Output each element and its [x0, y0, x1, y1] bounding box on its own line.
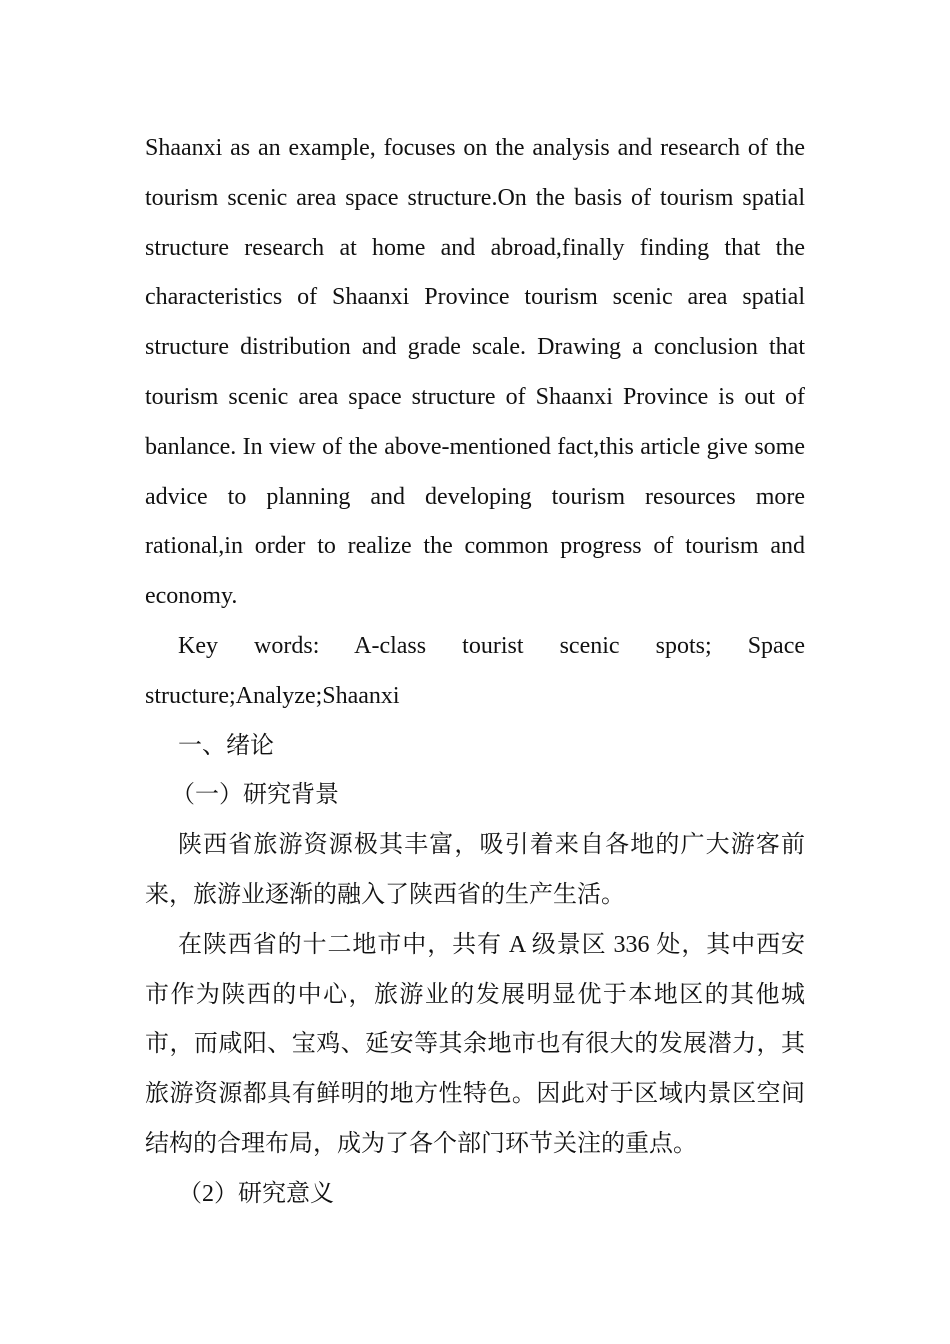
keywords-paragraph: Key words: A-class tourist scenic spots; Space structure;Analyze;Shaanxi [145, 632, 805, 709]
document-page [145, 124, 805, 1220]
subsection-heading-background: （一）研究背景 [171, 782, 339, 809]
body-paragraph-background-1: 陕西省旅游资源极其丰富，吸引着来自各地的广大游客前来，旅游业逐渐的融入了陕西省的生产生活。 [145, 832, 805, 908]
body-paragraph-background-2: 在陕西省的十二地市中，共有 A 级景区 336 处，其中西安市作为陕西的中心，旅游业的发展明显优于本地区的其他城市，而咸阳、宝鸡、延安等其余地市也有很大的发展潜力，其旅游资源都具有鲜明的地方性特色。因此对于区域内景区空间结构的合理布局，成为了各个部门环节关注的重点。 [145, 931, 805, 1157]
subsection-heading-significance: （2）研究意义 [178, 1180, 334, 1207]
abstract-paragraph: Shaanxi as an example, focuses on the analysis and research of the tourism scenic area space structure.On the basis of tourism spatial structure research at home and abroad,finally finding that the characteristics of Shaanxi Province tourism scenic area spatial structure distribution and grade scale. Drawing a conclusion that tourism scenic area space structure of Shaanxi Province is out of banlance. In view of the above-mentioned fact,this article give some advice to planning and developing tourism resources more rational,in order to realize the common progress of tourism and economy. [145, 135, 805, 610]
section-heading-introduction: 一、绪论 [178, 732, 274, 759]
